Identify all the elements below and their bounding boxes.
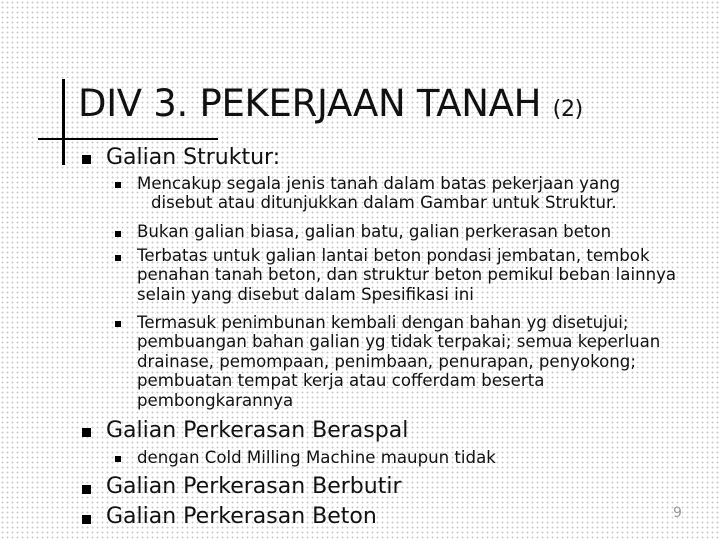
list-item-line: dengan Cold Milling Machine maupun tidak — [137, 448, 496, 467]
list-item-line: Termasuk penimbunan kembali dengan bahan yg disetujui; — [137, 313, 629, 332]
page-number: 9 — [673, 505, 682, 521]
list-item-line: Terbatas untuk galian lantai beton pondasi jembatan, tembok — [137, 246, 650, 265]
list-item-line: pembongkarannya — [137, 390, 294, 410]
section-heading-galian-perkerasan-beraspal: Galian Perkerasan Beraspal — [106, 418, 409, 443]
section-heading-galian-struktur: Galian Struktur: — [106, 145, 281, 170]
list-item-line: drainase, pemompaan, penimbaan, penurapan, penyokong; — [137, 351, 636, 371]
list-item-line: Mencakup segala jenis tanah dalam batas pekerjaan yang — [137, 174, 621, 193]
list-item-line: Bukan galian biasa, galian batu, galian perkerasan beton — [137, 222, 612, 241]
bullet-icon — [82, 428, 91, 437]
slide-title-text: DIV 3. PEKERJAAN TANAH — [78, 82, 542, 125]
list-item — [137, 222, 611, 241]
list-item-line: pembuatan tempat kerja atau cofferdam beserta — [137, 371, 545, 391]
list-item-line: disebut atau ditunjukkan dalam Gambar untuk Struktur. — [151, 193, 617, 213]
list-item-line: pembuangan bahan galian yg tidak terpakai; semua keperluan — [137, 332, 661, 352]
list-item — [137, 174, 620, 213]
bullet-icon — [115, 321, 121, 327]
slide-title — [78, 82, 583, 125]
list-item-line: selain yang disebut dalam Spesifikasi ini — [137, 284, 474, 304]
list-item — [137, 246, 676, 304]
bullet-icon — [82, 155, 91, 164]
list-item — [137, 313, 660, 410]
section-heading-galian-perkerasan-berbutir: Galian Perkerasan Berbutir — [106, 474, 402, 499]
bullet-icon — [115, 182, 121, 188]
bullet-icon — [115, 456, 121, 462]
bullet-icon — [82, 485, 91, 494]
title-accent-vertical-line — [62, 79, 65, 165]
section-heading-galian-perkerasan-beton: Galian Perkerasan Beton — [106, 504, 377, 529]
list-item-line: penahan tanah beton, dan struktur beton pemikul beban lainnya — [137, 265, 677, 285]
slide-title-suffix: (2) — [552, 97, 583, 122]
list-item — [137, 448, 496, 467]
bullet-icon — [115, 255, 121, 261]
bullet-icon — [82, 515, 91, 524]
bullet-icon — [115, 231, 121, 237]
title-accent-horizontal-line — [38, 138, 218, 140]
